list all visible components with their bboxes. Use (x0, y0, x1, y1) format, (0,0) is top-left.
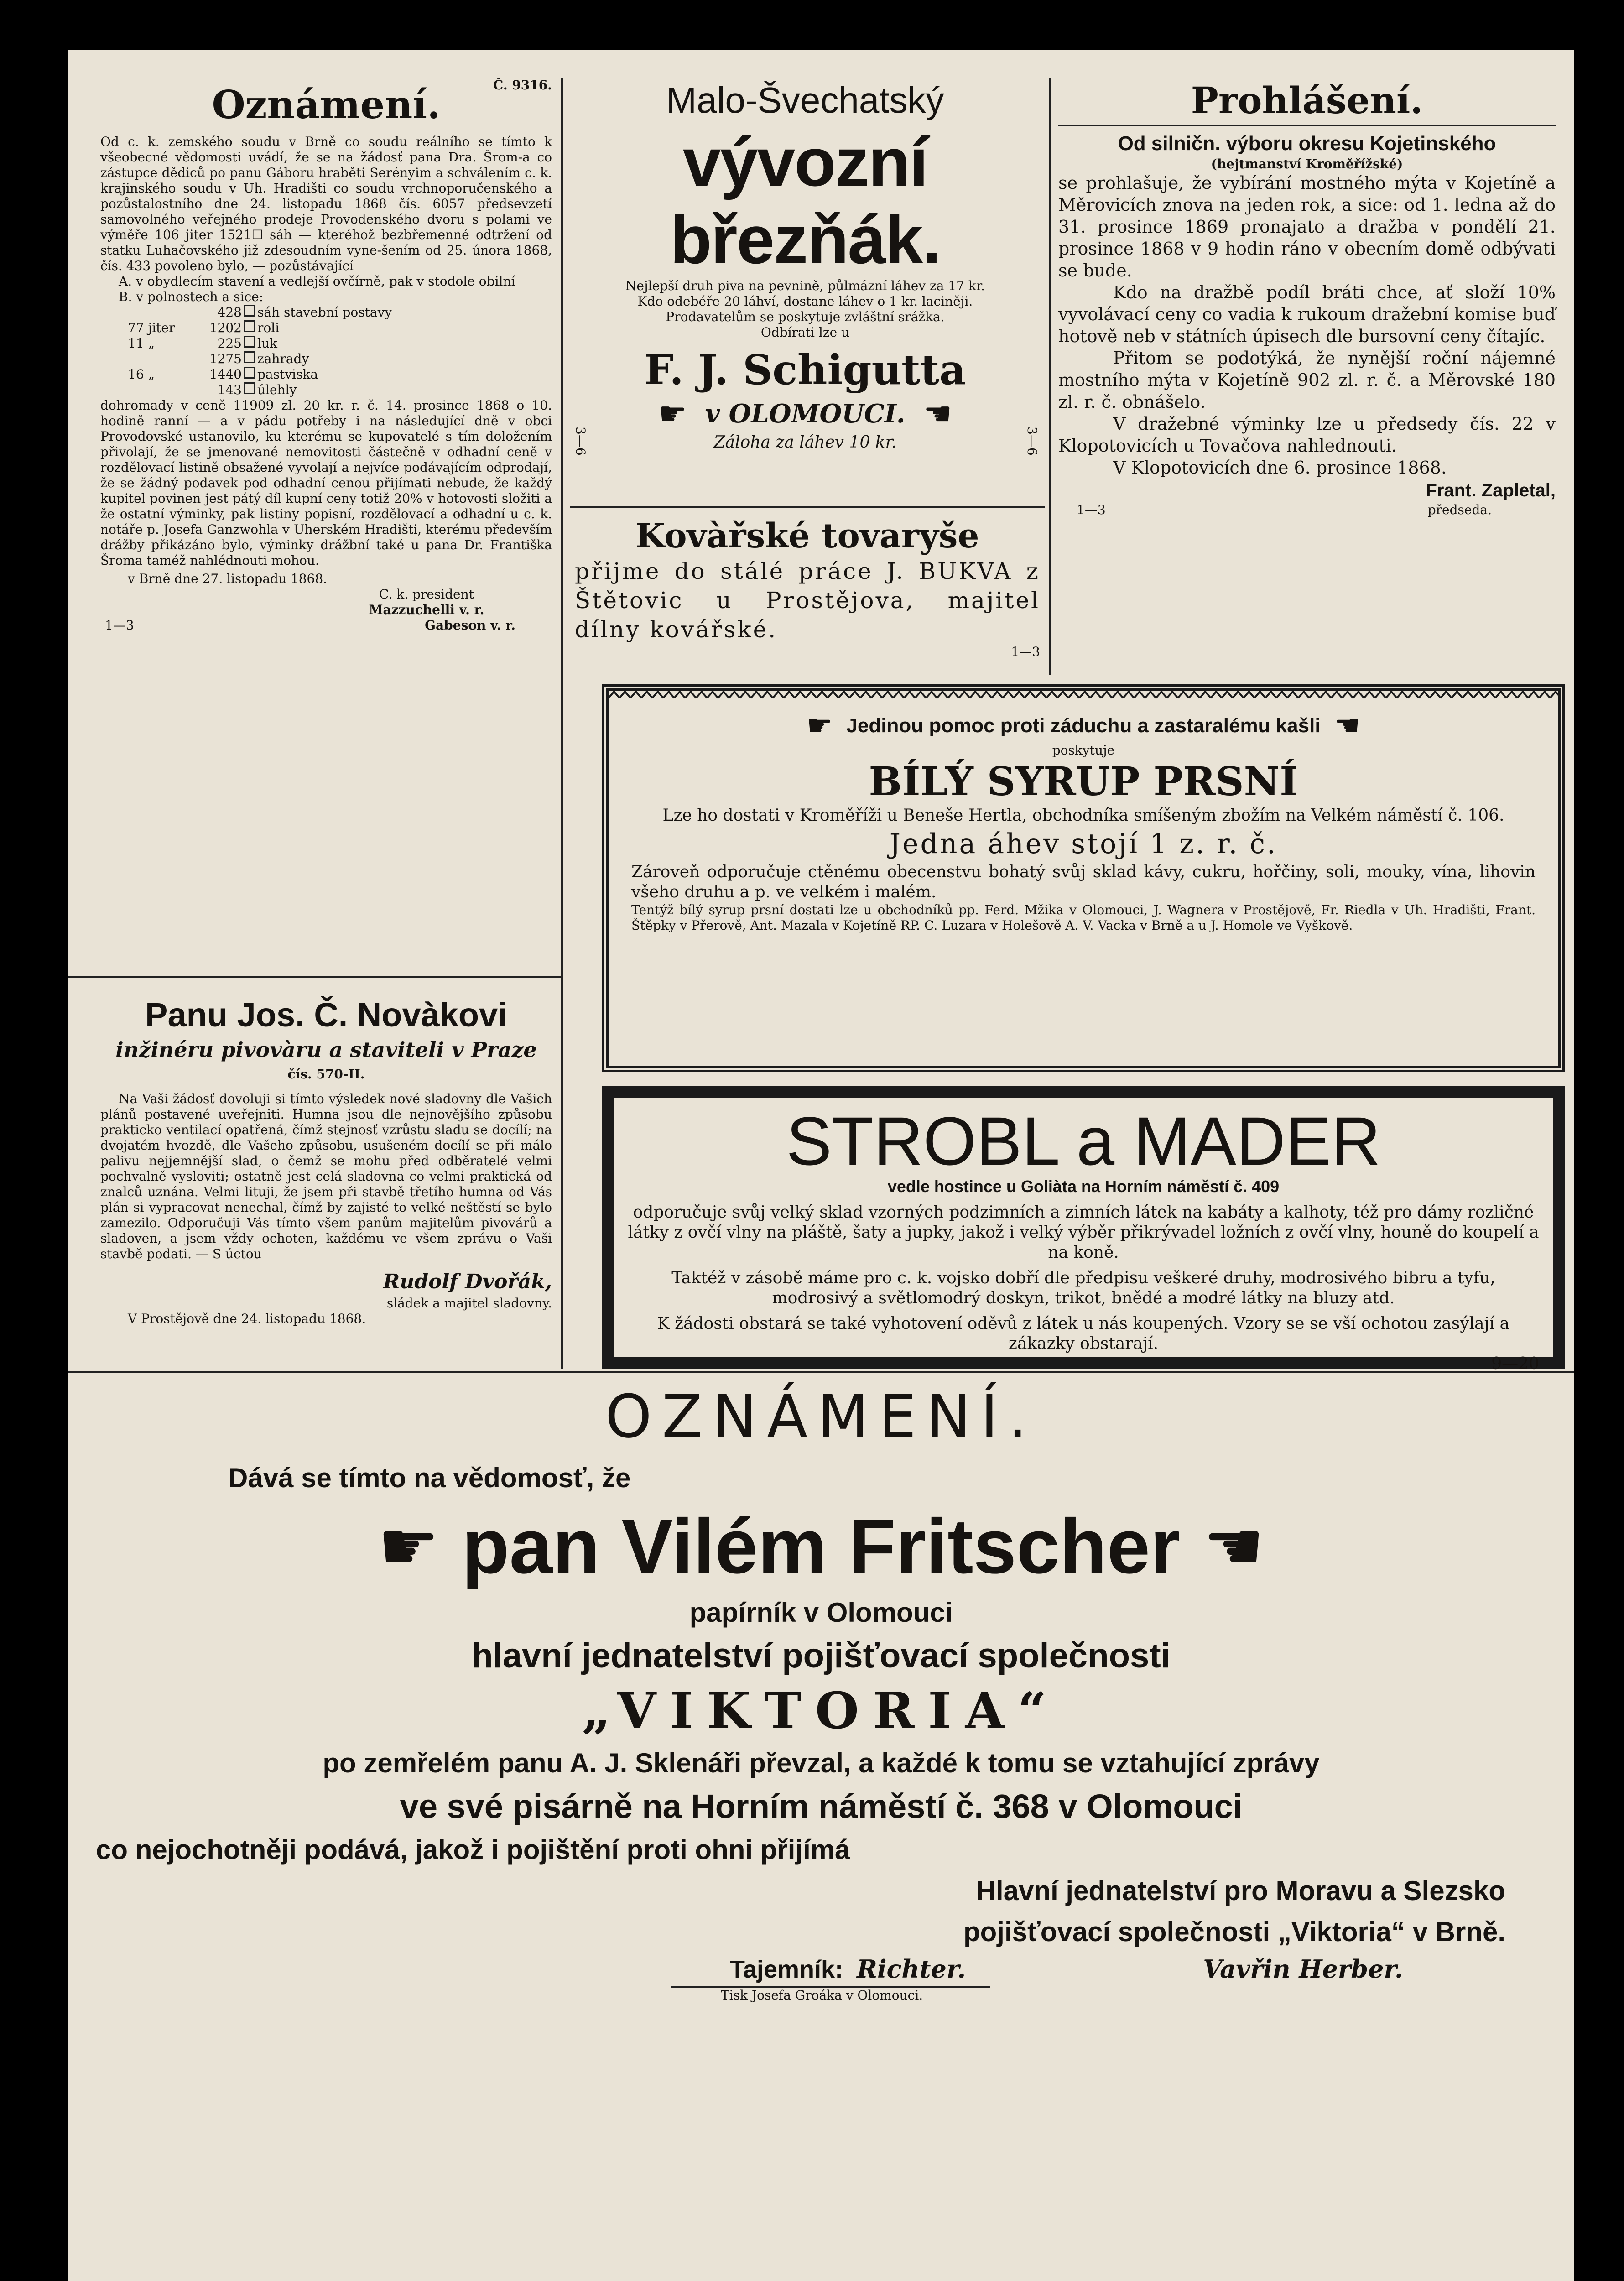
issue-mark: 1—3 (1077, 502, 1106, 517)
syrup-title: BÍLÝ SYRUP PRSNÍ (869, 759, 1298, 805)
announcement-line-5: ve své pisárně na Horním náměstí č. 368 v Olomouci (400, 1787, 1243, 1825)
announcement-title: OZNÁMENÍ. (605, 1382, 1037, 1451)
rope-border-top (609, 691, 1558, 699)
beer-heading: Malo-Švechatský (666, 80, 944, 120)
side-mark-right: 3—6 (1024, 427, 1040, 456)
item-b: B. v polnostech a sice: (119, 289, 264, 304)
beer-line-2: Kdo odebéře 20 láhví, dostane láhev o 1 kr. laciněji. (637, 294, 973, 309)
item-a: A. v obydlecím stavení a vedlejší ovčírně, pak v stodole obilní (119, 274, 515, 289)
syrup-line-1: Jedinou pomoc proti záduchu a zastaralému kašli (846, 714, 1321, 737)
syrup-line-5: Tentýž bílý syrup prsní dostati lze u obchodníků pp. Ferd. Mžika v Olomouci, J. Wagnera v Prostějově, Fr. Riedla v Uh. Hradišti, Frant. Štěpky v Přerově, Ant. Mazala v Kojetíně RP. C. Luzara v Holešově A. V. Vacka v Brně a u J. Homole ve Vyškově. (631, 902, 1536, 933)
blacksmith-advert (575, 516, 1040, 660)
announcement-line-1: Dává se tímto na vědomosť, že (228, 1463, 631, 1493)
strobl-mark: 9—20 (1491, 1354, 1539, 1373)
declaration-head: Od silničn. výboru okresu Kojetinského (1118, 132, 1496, 155)
beer-advert (570, 78, 1040, 453)
declaration-role: předseda. (1427, 502, 1492, 517)
land-table (128, 305, 552, 398)
beer-city: v OLOMOUCI. (705, 399, 906, 429)
strobl-advert-frame (602, 1086, 1565, 1373)
announcement-line-6: co nejochotněji podává, jakož i pojištění proti ohni přijímá (96, 1834, 850, 1865)
notice-body-2: dohromady v ceně 11909 zl. 20 kr. r. č. 14. prosince 1868 o 10. hodině ranní — a v pádu potřeby i na následující dně v obci Provodovské ustanovilo, ku kterému se kupovatelé s tím doložením přivolají, že se jmenované nemovitosti částečně v odhadní ceně v rozdělovací listině obsažené vyvolají a nejvíce podávajícím odprodají, že se žádný podavek pod odhadní cenou přijímati nebude, že každý kupitel povinen jest pátý díl kupní ceny totiž 20% v hotovosti složiti a že ostatní výminky, pak listiny popisní, rozdělovací a odhadní u c. k. notáře p. Josefa Ganzwohla v Uherském Hradišti, kterému především drážby přikázáno bylo, výminky drážbní také u pana Dr. Františka Šroma taméž nahlédnouti mohou. (100, 398, 552, 568)
pointing-hand-left-icon: ☚ (923, 395, 953, 432)
signature-title: C. k. president (379, 587, 474, 602)
strobl-body-1: odporučuje svůj velký sklad vzorných podzimních a zimních látek na kabáty a kalhoty, též pro dámy rozličné látky z ovčí vlny na pláště, šaty a jupky, jakož i velký výběr přikrývadel ložních z ovčí vlny, houně do koupelí a na koně. (628, 1203, 1539, 1262)
column-divider (1049, 78, 1051, 675)
pointing-hand-right-icon: ☛ (378, 1507, 439, 1586)
column-1-notice (100, 78, 552, 633)
pointing-hand-left-icon: ☚ (1334, 709, 1360, 743)
printer-line: Tisk Josefa Groáka v Olomouci. (721, 1988, 923, 2003)
announcement-line-4: po zemřelém panu A. J. Sklenáři převzal, a každé k tomu se vztahující zprávy (323, 1748, 1320, 1778)
notice-title: Oznámení. (212, 82, 441, 127)
announcement-name: pan Vilém Fritscher (462, 1503, 1181, 1590)
title-rule (1058, 125, 1556, 126)
letter-title: Panu Jos. Č. Novàkovi (145, 996, 507, 1034)
letter-body: Na Vaši žádosť dovoluji si tímto výsledek nové sladovny dle Vašich plánů postavené uveřejniti. Humna jsou dle nejnovějšího způsobu prakticko ventilací opatřená, čímž stejnosť vzrůstu sladu se docílí; na dvojatém hvozdě, dle Vašeho způsobu, usušeném docílí se při málo palivu nejjemnější slad, o čemž se mohu před odběratelé velmi pochvalně vysloviti; ostatně jest celá sladovna co velmi praktická od znalců uznána. Velmi lituji, že jsem při stavbě třetího humna od Vás plán si vypracovat nenechal, čímž by zajisté to velké neštěstí se bylo zamezilo. Odporučuji Vás tímto všem panům majitelům pivovárů a sladoven, a jsem vždy ochoten, každému ve všem zprávu o Vaši stavbě podati. — S úctou (100, 1091, 552, 1261)
printer-rule (671, 1986, 990, 1988)
letter-number: čís. 570-II. (287, 1067, 365, 1082)
declaration-signer: Frant. Zapletal, (1426, 480, 1556, 500)
table-row: 11 „ 225 luk (128, 336, 277, 351)
side-mark-left: 3—6 (573, 427, 588, 456)
agent-name: Vavřin Herber. (1203, 1954, 1403, 1984)
column-3-declaration (1058, 78, 1556, 518)
column-divider (561, 78, 563, 1369)
declaration-body-3: Přitom se podotýká, že nynější roční nájemné mostního mýta v Kojetíně 902 zl. r. č. a Měrovské 180 zl. r. č. obnášelo. (1058, 348, 1556, 412)
secretary-name: Richter. (857, 1954, 966, 1984)
strobl-body-2: Taktéž v zásobě máme pro c. k. vojsko dobří dle předpisu veškeré druhy, modrosivého bibru a tyfu, modrosivý a světlomodrý doskyn, trikot, bnědé a modré látky na bluzy atd. (671, 1269, 1495, 1307)
declaration-body-2: Kdo na dražbě podíl bráti chce, ať složí 10% vyvolávací ceny co vadia k rukoum dražební komise buď hotově neb v státních úpisech dle bursovní ceny čítajíc. (1058, 282, 1556, 346)
signature-2: Gabeson v. r. (425, 618, 515, 633)
pointing-hand-right-icon: ☛ (658, 395, 687, 432)
letter-date: V Prostějově dne 24. listopadu 1868. (128, 1311, 366, 1326)
blacksmith-body: přijme do stálé práce J. BUKVA z Štětovic u Prostějova, majitel dílny kovářské. (575, 558, 1040, 643)
table-row: 1275 zahrady (209, 351, 309, 366)
beer-title: vývozní březňák. (670, 124, 941, 278)
beer-deposit: Záloha za láhev 10 kr. (713, 433, 897, 452)
declaration-body-4: V dražebné výminky lze u předsedy čís. 22 v Klopotovicích u Tovačova nahlednouti. (1058, 414, 1556, 456)
declaration-title: Prohlášení. (1191, 79, 1423, 122)
strobl-title: STROBL a MADER (786, 1103, 1381, 1179)
declaration-date: V Klopotovicích dne 6. prosince 1868. (1113, 458, 1447, 478)
beer-line-1: Nejlepší druh piva na pevnině, půlmázní láhev za 17 kr. (625, 278, 985, 293)
announcement-line-8: pojišťovací společnosti „Viktoria“ v Brně. (963, 1916, 1505, 1947)
column-1-letter (100, 995, 552, 1327)
strobl-content (628, 1103, 1539, 1374)
syrup-price: Jedna áhev stojí 1 z. r. č. (889, 828, 1278, 860)
notice-date: v Brně dne 27. listopadu 1868. (128, 571, 328, 586)
table-row: 428 sáh stavební postavy (217, 305, 392, 320)
strobl-subtitle: vedle hostince u Goliàta na Horním náměstí č. 409 (887, 1177, 1280, 1196)
blacksmith-title: Kovàřské tovaryše (635, 516, 979, 556)
syrup-line-3: Lze ho dostati v Kroměříži u Beneše Hertla, obchodníka smíšeným zbožím na Velkém náměstí č. 106. (662, 806, 1504, 825)
announcement-line-3: hlavní jednatelství pojišťovací společnosti (472, 1636, 1171, 1675)
letter-signature: Rudolf Dvořák, (383, 1270, 552, 1293)
secretary-label: Tajemník: (730, 1956, 843, 1983)
section-divider (68, 976, 561, 978)
pointing-hand-right-icon: ☛ (807, 709, 833, 743)
fritscher-announcement (96, 1382, 1546, 2003)
beer-line-3: Prodavatelům se poskytuje zvláštní srážka. (666, 309, 945, 324)
beer-line-4: Odbírati lze u (760, 325, 850, 340)
beer-firm: F. J. Schigutta (644, 346, 966, 394)
reference-number: Č. 9316. (493, 78, 552, 93)
announcement-line-2: papírník v Olomouci (689, 1597, 953, 1628)
section-divider (570, 506, 1045, 508)
table-row: 77 jiter 1202 roli (128, 320, 280, 335)
blacksmith-mark: 1—3 (1011, 644, 1040, 659)
declaration-body-1: se prohlašuje, že vybírání mostného mýta v Kojetíně a Měrovicích znova na jeden rok, a sice: od 1. ledna až do 31. prosince 1869 pronajato a dražba v pondělí 21. prosince 1868 v 9 hodin ráno v obecním domě odbývati se bude. (1058, 173, 1556, 281)
announcement-line-7: Hlavní jednatelství pro Moravu a Slezsko (976, 1875, 1505, 1906)
syrup-content (622, 709, 1545, 933)
table-row: 143 úlehly (217, 382, 297, 397)
issue-mark: 1—3 (105, 618, 134, 633)
notice-body-1: Od c. k. zemského soudu v Brně co soudu reálního se tímto k všeobecné vědomosti uvádí, že se na žádosť pana Dra. Šrom-a co zástupce dědiců po panu Gáboru hraběti Serényim a schválením c. k. krajinského soudu v Uh. Hradišti co soudu vrchnoporučenského a pozůstalostního dne 24. listopadu 1868 čís. 6057 předsevzetí samovolného veřejného prodeje Provodenského dvoru s polami ve výměře 106 jiter 1521☐ sáh — kteréhož bezbřemenné odtržení od statku Luhačovského již zdesoudním vyne-šením od 25. února 1868, čís. 433 povoleno bylo, — pozůstávající (100, 134, 552, 273)
letter-role: sládek a majitel sladovny. (386, 1296, 552, 1311)
declaration-sub: (hejtmanství Kroměřížské) (1211, 156, 1403, 172)
strobl-body-3: K žádosti obstará se také vyhotovení oděvů z látek u nás koupených. Vzory se se vší ochotou zasýlají a zákazky obstarají. (657, 1314, 1510, 1353)
syrup-line-4: Zároveň odporučuje ctěnému obecenstvu bohatý svůj sklad kávy, cukru, hořčiny, soli, mouky, vína, lihovin všeho druhu a p. ve velkém i malém. (631, 863, 1536, 901)
signature-1: Mazzuchelli v. r. (369, 602, 484, 617)
newspaper-page (68, 50, 1574, 2281)
pointing-hand-left-icon: ☚ (1203, 1507, 1265, 1586)
syrup-line-2: poskytuje (1052, 743, 1115, 758)
announcement-company: „VIKTORIA“ (582, 1681, 1061, 1740)
letter-subtitle: inžinéru pivovàru a staviteli v Praze (115, 1037, 537, 1062)
table-row: 16 „ 1440 pastviska (128, 367, 318, 382)
syrup-advert-frame (602, 684, 1565, 1072)
